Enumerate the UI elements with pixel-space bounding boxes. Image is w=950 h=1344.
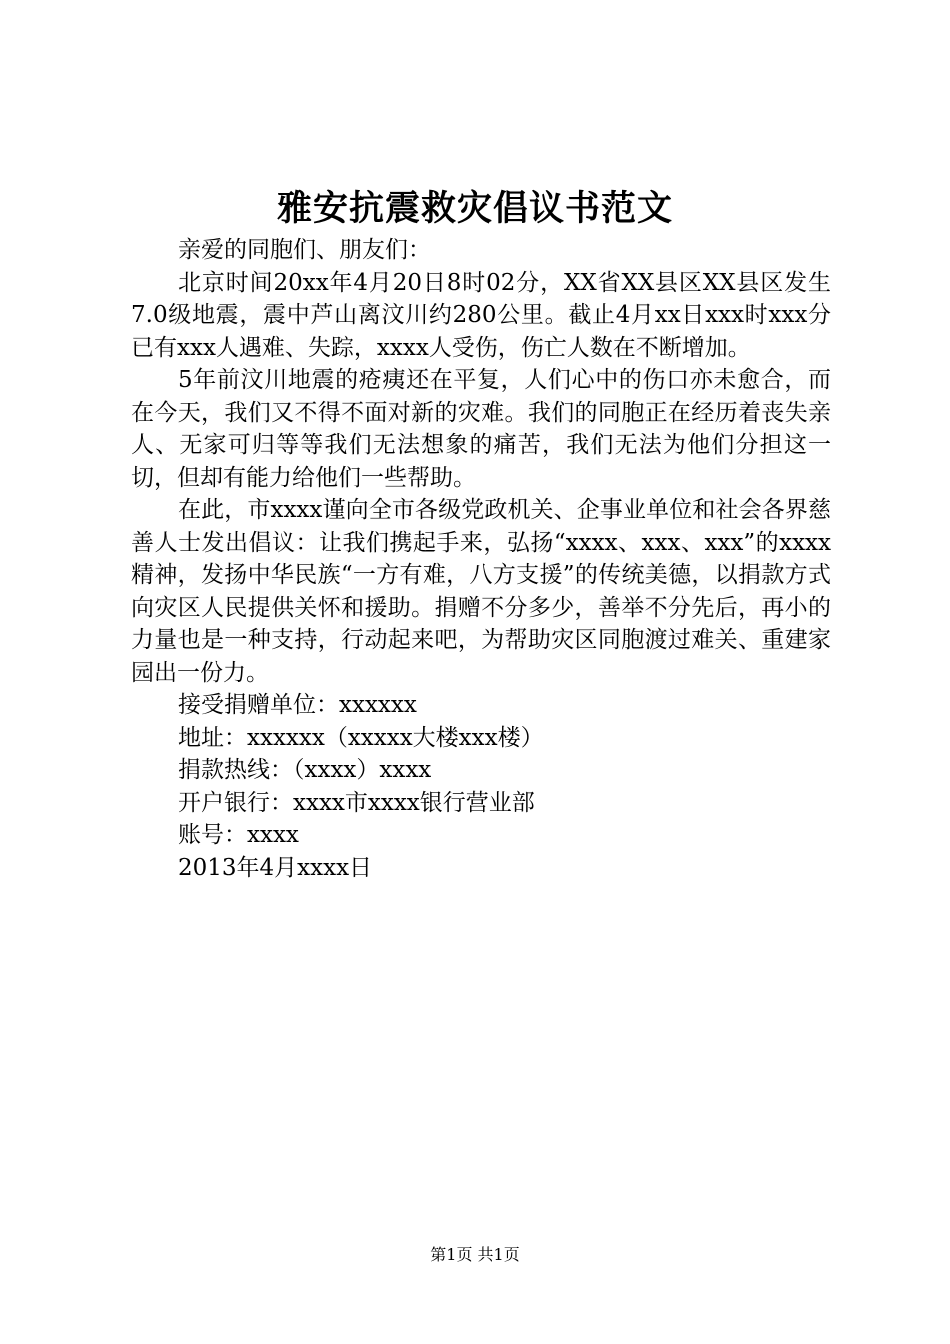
paragraph-appeal: 在此，市xxxx谨向全市各级党政机关、企事业单位和社会各界慈善人士发出倡议：让我们携起手来，弘扬“xxxx、xxx、xxx”的xxxx精神，发扬中华民族“一方有难，八方支援”的传统美德，以捐款方式向灾区人民提供关怀和援助。捐赠不分多少，善举不分先后，再小的力量也是一种支持，行动起来吧，为帮助灾区同胞渡过难关、重建家园出一份力。 bbox=[131, 497, 831, 686]
document-date: 2013年4月xxxx日 bbox=[178, 854, 373, 881]
donation-account: 账号：xxxx bbox=[178, 822, 299, 848]
page-footer: 第1页 共1页 bbox=[430, 1245, 520, 1264]
donation-address: 地址：xxxxxx（xxxxx大楼xxx楼） bbox=[178, 724, 544, 751]
document-body bbox=[131, 234, 831, 884]
greeting-line: 亲爱的同胞们、朋友们： bbox=[178, 237, 431, 263]
donation-hotline: 捐款热线：（xxxx）xxxx bbox=[178, 757, 432, 783]
paragraph-earthquake-report: 北京时间20xx年4月20日8时02分，XX省XX县区XX县区发生7.0级地震，震中芦山离汶川约280公里。截止4月xx日xxx时xxx分已有xxx人遇难、失踪，xxxx人受伤，伤亡人数在不断增加。 bbox=[131, 269, 831, 361]
donation-recipient: 接受捐赠单位：xxxxxx bbox=[178, 692, 417, 718]
document-title: 雅安抗震救灾倡议书范文 bbox=[276, 188, 673, 229]
paragraph-wenchuan-memory: 5年前汶川地震的疮痍还在平复，人们心中的伤口亦未愈合，而在今天，我们又不得不面对新的灾难。我们的同胞正在经历着丧失亲人、无家可归等等我们无法想象的痛苦，我们无法为他们分担这一切，但却有能力给他们一些帮助。 bbox=[131, 367, 831, 491]
donation-bank: 开户银行：xxxx市xxxx银行营业部 bbox=[178, 789, 535, 816]
